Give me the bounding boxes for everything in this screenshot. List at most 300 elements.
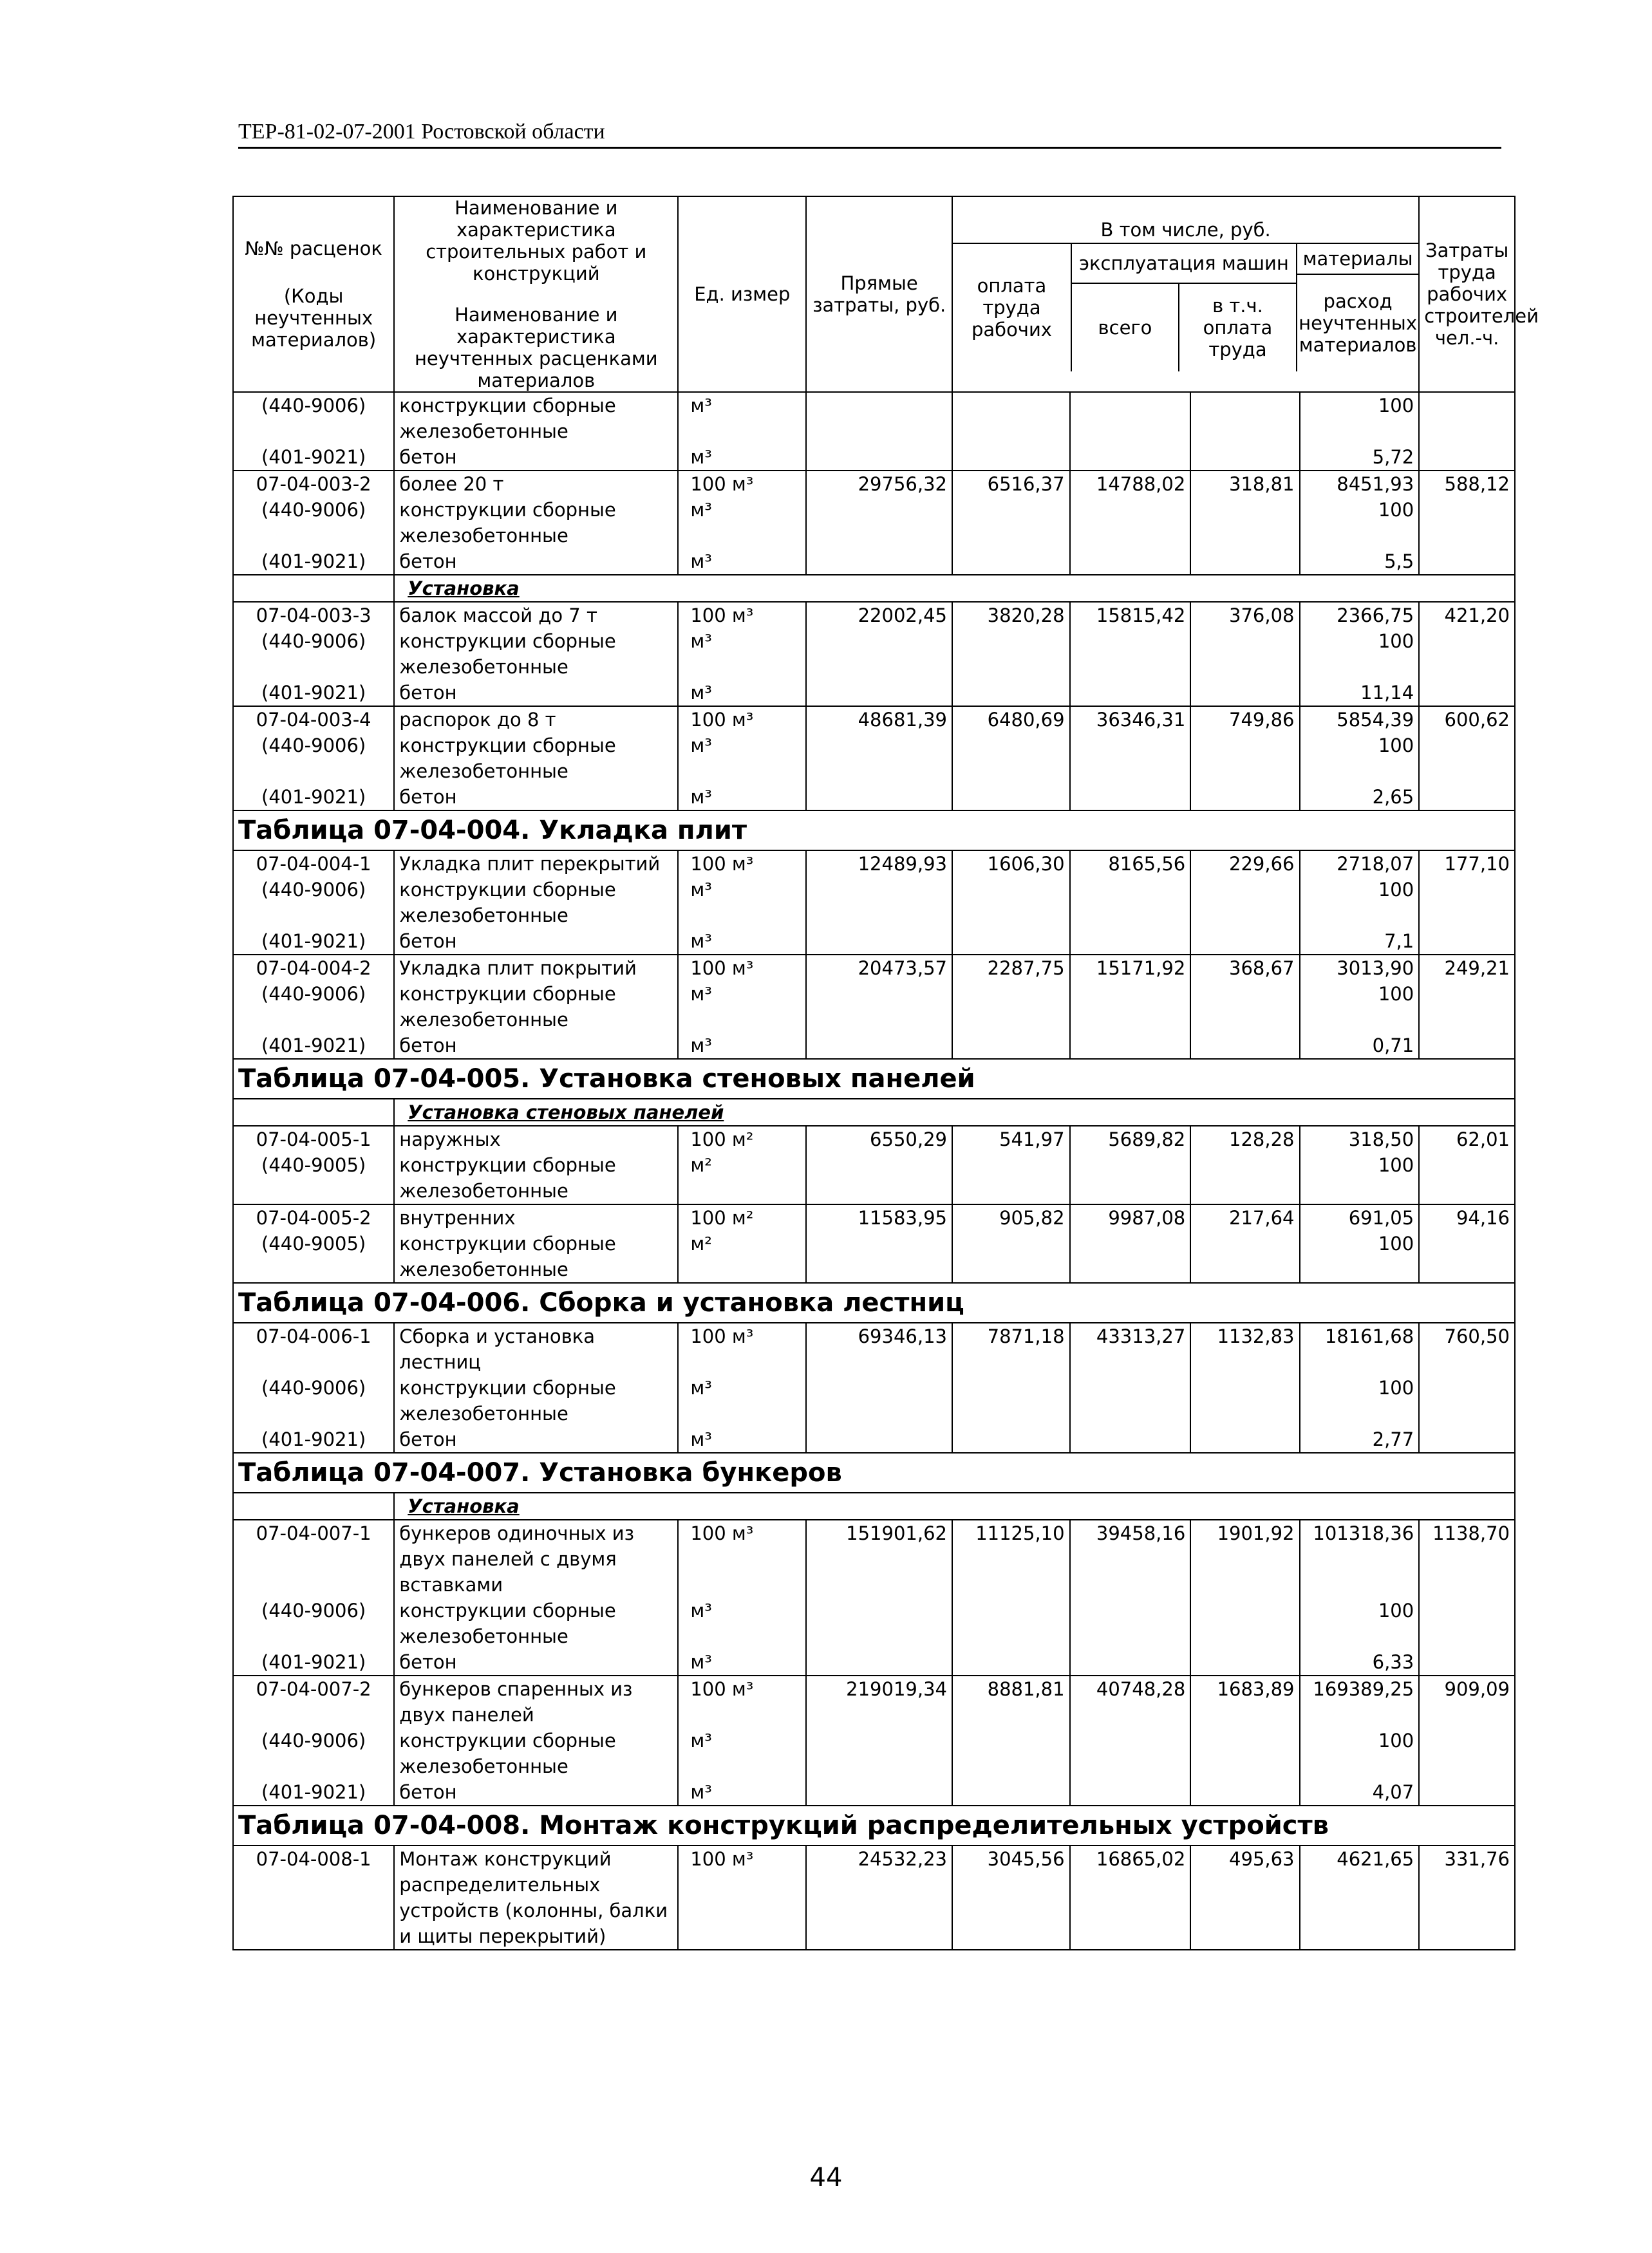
machines-labor-pay (1190, 497, 1299, 548)
unit: м² (678, 1231, 806, 1283)
unit: м² (678, 1152, 806, 1204)
table-title-row (233, 810, 1515, 850)
machines-cost (1070, 1375, 1191, 1426)
labor-pay (952, 1598, 1070, 1649)
machines-cost: 8165,56 (1070, 850, 1191, 877)
machines-labor-pay (1190, 1033, 1299, 1059)
machines-cost (1070, 444, 1191, 471)
direct-cost (806, 1231, 952, 1283)
labor-pay (952, 628, 1070, 680)
section-name: Установка (394, 1493, 1515, 1520)
labor-pay (952, 680, 1070, 706)
item-name: бункеров спаренных из двух панелей (394, 1676, 678, 1728)
header-code-top: №№ расценок (245, 238, 382, 259)
machines-labor-pay (1190, 444, 1299, 471)
direct-cost: 219019,34 (806, 1676, 952, 1728)
machines-labor-pay (1190, 1598, 1299, 1649)
labor-pay: 7871,18 (952, 1323, 1070, 1375)
table-row (233, 1152, 1515, 1204)
machines-cost: 5689,82 (1070, 1126, 1191, 1152)
labor-pay: 11125,10 (952, 1520, 1070, 1598)
direct-cost (806, 444, 952, 471)
machines-labor-pay (1190, 784, 1299, 810)
direct-cost (806, 1728, 952, 1779)
machines-labor-pay: 318,81 (1190, 471, 1299, 497)
section-spacer (233, 1099, 394, 1126)
unit: м³ (678, 444, 806, 471)
labor-hours (1419, 1649, 1515, 1676)
unit: 100 м³ (678, 1676, 806, 1728)
unit: м³ (678, 981, 806, 1033)
table-title-row (233, 1283, 1515, 1323)
machines-labor-pay: 1901,92 (1190, 1520, 1299, 1598)
materials-cost: 100 (1300, 981, 1420, 1033)
labor-pay (952, 877, 1070, 928)
direct-cost (806, 497, 952, 548)
rate-code: 07-04-003-3 (233, 602, 394, 628)
unit: м³ (678, 392, 806, 444)
machines-cost (1070, 628, 1191, 680)
item-name: конструкции сборные железобетонные (394, 877, 678, 928)
machines-labor-pay (1190, 1375, 1299, 1426)
materials-cost: 101318,36 (1300, 1520, 1420, 1598)
table-row (233, 471, 1515, 497)
materials-cost: 2718,07 (1300, 850, 1420, 877)
labor-hours (1419, 1779, 1515, 1806)
labor-pay (952, 981, 1070, 1033)
unit: 100 м³ (678, 955, 806, 981)
table-row (233, 850, 1515, 877)
rate-code: 07-04-004-2 (233, 955, 394, 981)
labor-pay: 6480,69 (952, 706, 1070, 733)
labor-hours: 421,20 (1419, 602, 1515, 628)
rate-code: 07-04-007-2 (233, 1676, 394, 1728)
machines-cost (1070, 1231, 1191, 1283)
labor-hours: 1138,70 (1419, 1520, 1515, 1598)
direct-cost (806, 877, 952, 928)
table-row (233, 1033, 1515, 1059)
labor-pay (952, 548, 1070, 575)
materials-cost: 3013,90 (1300, 955, 1420, 981)
header-labor-pay: оплата труда рабочих (953, 244, 1072, 371)
machines-cost (1070, 1152, 1191, 1204)
materials-cost: 18161,68 (1300, 1323, 1420, 1375)
header-name-top: Наименование и характеристика строительных работ и конструкций (426, 197, 647, 285)
labor-hours: 600,62 (1419, 706, 1515, 733)
unit: 100 м³ (678, 1520, 806, 1598)
item-name: бункеров одиночных из двух панелей с двумя вставками (394, 1520, 678, 1598)
labor-pay: 541,97 (952, 1126, 1070, 1152)
direct-cost (806, 1649, 952, 1676)
table-row (233, 1126, 1515, 1152)
direct-cost (806, 680, 952, 706)
direct-cost (806, 548, 952, 575)
rate-code: (440-9005) (233, 1231, 394, 1283)
item-name: бетон (394, 680, 678, 706)
rate-code: (401-9021) (233, 548, 394, 575)
section-row (233, 1099, 1515, 1126)
header-machines: эксплуатация машин (1072, 244, 1296, 284)
machines-labor-pay (1190, 877, 1299, 928)
rate-code: (440-9006) (233, 1375, 394, 1426)
table-row (233, 877, 1515, 928)
table-row (233, 628, 1515, 680)
machines-cost (1070, 981, 1191, 1033)
unit: 100 м³ (678, 602, 806, 628)
labor-pay (952, 928, 1070, 955)
direct-cost: 29756,32 (806, 471, 952, 497)
machines-labor-pay (1190, 1152, 1299, 1204)
labor-hours: 94,16 (1419, 1204, 1515, 1231)
item-name: Сборка и установка лестниц (394, 1323, 678, 1375)
item-name: конструкции сборные железобетонные (394, 628, 678, 680)
materials-cost: 100 (1300, 392, 1420, 444)
materials-cost: 691,05 (1300, 1204, 1420, 1231)
labor-hours: 177,10 (1419, 850, 1515, 877)
machines-labor-pay: 1132,83 (1190, 1323, 1299, 1375)
table-row (233, 955, 1515, 981)
machines-labor-pay: 749,86 (1190, 706, 1299, 733)
direct-cost (806, 1426, 952, 1453)
header-unit: Ед. измер (678, 196, 806, 392)
labor-pay (952, 497, 1070, 548)
item-name: Монтаж конструкций распределительных устройств (колонны, балки и щиты перекрытий) (394, 1846, 678, 1950)
item-name: бетон (394, 1033, 678, 1059)
table-row (233, 392, 1515, 444)
machines-labor-pay (1190, 1728, 1299, 1779)
unit: м³ (678, 1375, 806, 1426)
labor-pay (952, 1426, 1070, 1453)
rate-code: (440-9005) (233, 1152, 394, 1204)
materials-cost: 2366,75 (1300, 602, 1420, 628)
unit: м³ (678, 928, 806, 955)
table-row (233, 444, 1515, 471)
materials-cost: 100 (1300, 733, 1420, 784)
table-body (233, 392, 1515, 1950)
machines-labor-pay (1190, 1649, 1299, 1676)
labor-pay: 6516,37 (952, 471, 1070, 497)
machines-cost (1070, 1649, 1191, 1676)
header-direct: Прямые затраты, руб. (806, 196, 952, 392)
table-row (233, 1676, 1515, 1728)
labor-pay (952, 1033, 1070, 1059)
rate-code: (401-9021) (233, 928, 394, 955)
materials-cost: 100 (1300, 1231, 1420, 1283)
rate-code: (440-9006) (233, 392, 394, 444)
table-row (233, 784, 1515, 810)
materials-cost: 100 (1300, 1152, 1420, 1204)
table-row (233, 548, 1515, 575)
table-row (233, 1231, 1515, 1283)
direct-cost (806, 1152, 952, 1204)
machines-labor-pay (1190, 1231, 1299, 1283)
header-materials-unaccounted: расход неучтенных материалов (1299, 290, 1417, 356)
labor-hours (1419, 1426, 1515, 1453)
unit: м³ (678, 497, 806, 548)
labor-pay: 2287,75 (952, 955, 1070, 981)
table-row (233, 981, 1515, 1033)
materials-cost: 6,33 (1300, 1649, 1420, 1676)
item-name: бетон (394, 1779, 678, 1806)
header-name (394, 196, 678, 392)
labor-hours (1419, 392, 1515, 444)
labor-pay (952, 733, 1070, 784)
machines-cost: 15171,92 (1070, 955, 1191, 981)
labor-pay (952, 1152, 1070, 1204)
machines-cost (1070, 928, 1191, 955)
document-header: ТЕР-81-02-07-2001 Ростовской области (238, 120, 1501, 149)
unit: м³ (678, 548, 806, 575)
labor-hours (1419, 1231, 1515, 1283)
machines-labor-pay (1190, 733, 1299, 784)
rate-code: 07-04-008-1 (233, 1846, 394, 1950)
materials-cost: 2,65 (1300, 784, 1420, 810)
machines-cost: 39458,16 (1070, 1520, 1191, 1598)
rate-code: 07-04-003-4 (233, 706, 394, 733)
labor-hours: 588,12 (1419, 471, 1515, 497)
machines-labor-pay: 128,28 (1190, 1126, 1299, 1152)
direct-cost (806, 392, 952, 444)
rate-code: 07-04-005-1 (233, 1126, 394, 1152)
item-name: бетон (394, 444, 678, 471)
machines-cost: 9987,08 (1070, 1204, 1191, 1231)
item-name: Укладка плит перекрытий (394, 850, 678, 877)
labor-hours (1419, 1375, 1515, 1426)
direct-cost (806, 1033, 952, 1059)
machines-cost (1070, 1426, 1191, 1453)
table-row (233, 1728, 1515, 1779)
item-name: конструкции сборные железобетонные (394, 981, 678, 1033)
rate-code: (440-9006) (233, 497, 394, 548)
rate-code: (401-9021) (233, 1033, 394, 1059)
materials-cost: 5854,39 (1300, 706, 1420, 733)
labor-pay (952, 1375, 1070, 1426)
labor-pay (952, 1728, 1070, 1779)
labor-hours (1419, 1598, 1515, 1649)
machines-labor-pay (1190, 981, 1299, 1033)
rate-code: 07-04-003-2 (233, 471, 394, 497)
unit: 100 м³ (678, 471, 806, 497)
header-code-bottom: (Коды неучтенных материалов) (251, 285, 377, 351)
machines-cost (1070, 497, 1191, 548)
direct-cost: 6550,29 (806, 1126, 952, 1152)
machines-cost: 15815,42 (1070, 602, 1191, 628)
machines-cost: 40748,28 (1070, 1676, 1191, 1728)
direct-cost: 48681,39 (806, 706, 952, 733)
machines-labor-pay (1190, 392, 1299, 444)
table-row (233, 1649, 1515, 1676)
item-name: наружных (394, 1126, 678, 1152)
machines-cost (1070, 1033, 1191, 1059)
table-row (233, 928, 1515, 955)
direct-cost (806, 981, 952, 1033)
machines-cost: 14788,02 (1070, 471, 1191, 497)
rate-code: (401-9021) (233, 444, 394, 471)
machines-labor-pay: 1683,89 (1190, 1676, 1299, 1728)
direct-cost: 24532,23 (806, 1846, 952, 1950)
unit: м³ (678, 1779, 806, 1806)
direct-cost: 12489,93 (806, 850, 952, 877)
labor-pay (952, 1779, 1070, 1806)
labor-hours (1419, 680, 1515, 706)
rate-code: (440-9006) (233, 733, 394, 784)
machines-labor-pay (1190, 1426, 1299, 1453)
item-name: бетон (394, 928, 678, 955)
direct-cost (806, 1375, 952, 1426)
item-name: бетон (394, 1426, 678, 1453)
machines-labor-pay: 217,64 (1190, 1204, 1299, 1231)
labor-hours (1419, 733, 1515, 784)
labor-hours: 760,50 (1419, 1323, 1515, 1375)
table-title: Таблица 07-04-008. Монтаж конструкций распределительных устройств (233, 1806, 1515, 1846)
rate-code: (401-9021) (233, 1779, 394, 1806)
header-materials: материалы (1297, 244, 1418, 275)
labor-hours (1419, 784, 1515, 810)
unit: м³ (678, 1033, 806, 1059)
header-incl: В том числе, руб. (953, 217, 1418, 244)
item-name: конструкции сборные железобетонные (394, 497, 678, 548)
rate-code: (401-9021) (233, 1426, 394, 1453)
rate-code: (440-9006) (233, 877, 394, 928)
table-row (233, 497, 1515, 548)
table-title: Таблица 07-04-006. Сборка и установка лестниц (233, 1283, 1515, 1323)
materials-cost: 100 (1300, 877, 1420, 928)
machines-labor-pay: 368,67 (1190, 955, 1299, 981)
rate-code: 07-04-005-2 (233, 1204, 394, 1231)
machines-cost (1070, 1728, 1191, 1779)
table-row (233, 1779, 1515, 1806)
section-spacer (233, 575, 394, 602)
unit: 100 м² (678, 1126, 806, 1152)
direct-cost (806, 628, 952, 680)
labor-hours (1419, 548, 1515, 575)
item-name: балок массой до 7 т (394, 602, 678, 628)
table-row (233, 1846, 1515, 1950)
item-name: конструкции сборные железобетонные (394, 733, 678, 784)
machines-cost (1070, 392, 1191, 444)
item-name: более 20 т (394, 471, 678, 497)
table-row (233, 1520, 1515, 1598)
item-name: конструкции сборные железобетонные (394, 1152, 678, 1204)
labor-pay: 3820,28 (952, 602, 1070, 628)
machines-labor-pay (1190, 628, 1299, 680)
labor-pay: 1606,30 (952, 850, 1070, 877)
section-name: Установка (394, 575, 1515, 602)
rate-code: 07-04-004-1 (233, 850, 394, 877)
labor-hours (1419, 981, 1515, 1033)
unit: 100 м³ (678, 850, 806, 877)
direct-cost: 22002,45 (806, 602, 952, 628)
header-incl-group (952, 196, 1419, 392)
materials-cost: 5,72 (1300, 444, 1420, 471)
machines-cost: 43313,27 (1070, 1323, 1191, 1375)
item-name: конструкции сборные железобетонные (394, 1598, 678, 1649)
labor-hours (1419, 877, 1515, 928)
table-row (233, 680, 1515, 706)
table-title: Таблица 07-04-007. Установка бункеров (233, 1453, 1515, 1493)
machines-cost: 16865,02 (1070, 1846, 1191, 1950)
section-name: Установка стеновых панелей (394, 1099, 1515, 1126)
machines-labor-pay: 376,08 (1190, 602, 1299, 628)
materials-cost: 169389,25 (1300, 1676, 1420, 1728)
machines-labor-pay (1190, 928, 1299, 955)
labor-pay (952, 1649, 1070, 1676)
labor-hours (1419, 928, 1515, 955)
table-row (233, 706, 1515, 733)
materials-cost: 4621,65 (1300, 1846, 1420, 1950)
rate-code: (401-9021) (233, 1649, 394, 1676)
materials-cost: 5,5 (1300, 548, 1420, 575)
item-name: распорок до 8 т (394, 706, 678, 733)
materials-cost: 100 (1300, 628, 1420, 680)
labor-pay: 8881,81 (952, 1676, 1070, 1728)
header-labor-cost: Затраты труда рабочих строителей чел.-ч. (1419, 196, 1515, 392)
materials-cost: 2,77 (1300, 1426, 1420, 1453)
materials-cost: 11,14 (1300, 680, 1420, 706)
table-row (233, 1598, 1515, 1649)
labor-pay (952, 444, 1070, 471)
labor-hours (1419, 628, 1515, 680)
page-number: 44 (809, 2163, 843, 2192)
unit: м³ (678, 733, 806, 784)
machines-cost (1070, 733, 1191, 784)
header-machines-total: всего (1072, 284, 1179, 371)
labor-hours: 909,09 (1419, 1676, 1515, 1728)
unit: м³ (678, 1426, 806, 1453)
machines-cost (1070, 1779, 1191, 1806)
table-header (233, 196, 1539, 392)
unit: м³ (678, 628, 806, 680)
direct-cost (806, 1779, 952, 1806)
direct-cost: 11583,95 (806, 1204, 952, 1231)
unit: м³ (678, 1649, 806, 1676)
labor-hours (1419, 497, 1515, 548)
labor-pay: 3045,56 (952, 1846, 1070, 1950)
materials-cost: 318,50 (1300, 1126, 1420, 1152)
materials-cost: 100 (1300, 1598, 1420, 1649)
table-row (233, 1426, 1515, 1453)
labor-hours: 331,76 (1419, 1846, 1515, 1950)
section-row (233, 1493, 1515, 1520)
header-machines-labor: в т.ч. оплата труда (1203, 295, 1273, 360)
materials-cost: 8451,93 (1300, 471, 1420, 497)
materials-cost: 7,1 (1300, 928, 1420, 955)
rate-code: (440-9006) (233, 1598, 394, 1649)
direct-cost: 69346,13 (806, 1323, 952, 1375)
machines-labor-pay (1190, 1779, 1299, 1806)
unit: 100 м³ (678, 706, 806, 733)
table-row (233, 1375, 1515, 1426)
table-row (233, 733, 1515, 784)
machines-cost (1070, 877, 1191, 928)
machines-cost (1070, 1598, 1191, 1649)
rate-code: 07-04-006-1 (233, 1323, 394, 1375)
labor-pay: 905,82 (952, 1204, 1070, 1231)
table-title-row (233, 1059, 1515, 1099)
item-name: конструкции сборные железобетонные (394, 392, 678, 444)
unit: 100 м² (678, 1204, 806, 1231)
table-title: Таблица 07-04-004. Укладка плит (233, 810, 1515, 850)
direct-cost (806, 733, 952, 784)
machines-cost (1070, 784, 1191, 810)
table-title: Таблица 07-04-005. Установка стеновых панелей (233, 1059, 1515, 1099)
rate-code: (440-9006) (233, 981, 394, 1033)
rate-code: (401-9021) (233, 680, 394, 706)
header-name-bottom: Наименование и характеристика неучтенных расценками материалов (414, 304, 658, 391)
labor-hours (1419, 1152, 1515, 1204)
section-row (233, 575, 1515, 602)
machines-cost: 36346,31 (1070, 706, 1191, 733)
